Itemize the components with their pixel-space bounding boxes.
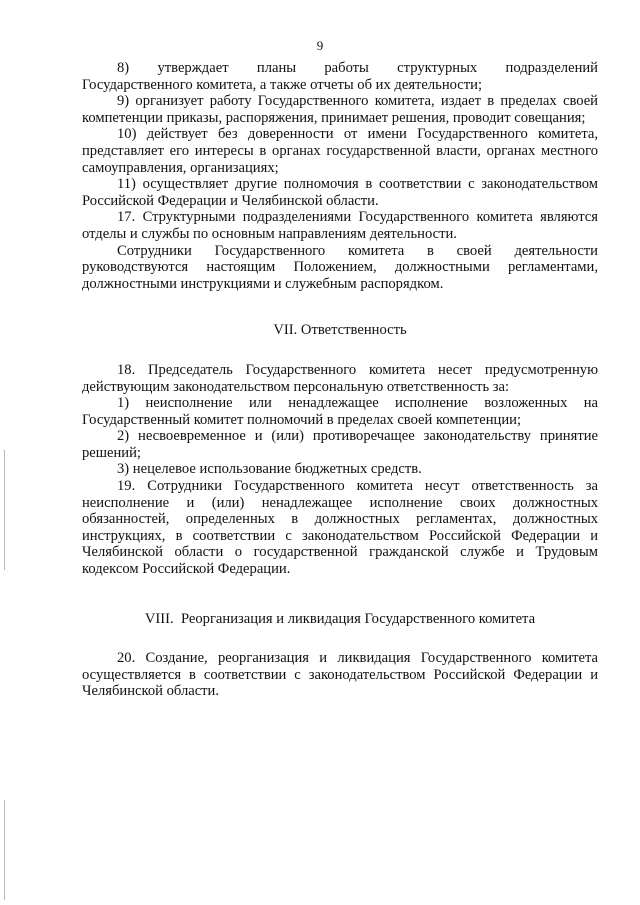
paragraph: 3) нецелевое использование бюджетных средств.: [117, 461, 422, 478]
page-number: 9: [316, 38, 324, 53]
section-heading-responsibility: VII. Ответственность: [273, 322, 407, 339]
paragraph: 10) действует без доверенности от имени Государственного комитета, представляет его интересы в органах государственной власти, органах местного самоуправления, организациях;: [82, 126, 598, 176]
paragraph: 17. Структурными подразделениями Государственного комитета являются отделы и службы по основным направлениям деятельности.: [82, 209, 598, 242]
paragraph: 20. Создание, реорганизация и ликвидация Государственного комитета осуществляется в соответствии с законодательством Российской Федерации и Челябинской области.: [82, 650, 598, 700]
scan-edge-mark: [4, 800, 5, 900]
document-body: [82, 60, 598, 700]
scan-edge-mark: [4, 450, 5, 570]
paragraph: 11) осуществляет другие полномочия в соответствии с законодательством Российской Федерации и Челябинской области.: [82, 176, 598, 209]
paragraph: 19. Сотрудники Государственного комитета несут ответственность за неисполнение и (или) ненадлежащее исполнение своих должностных обязанностей, определенных в должностных регламентах, должностных инструкциях, в соответствии с законодательством Российской Федерации и Челябинской области о государственной гражданской службе и Трудовым кодексом Российской Федерации.: [82, 478, 598, 578]
paragraph: Сотрудники Государственного комитета в своей деятельности руководствуются настоящим Положением, должностными регламентами, должностными инструкциями и служебным распорядком.: [82, 242, 598, 292]
paragraph: 1) неисполнение или ненадлежащее исполнение возложенных на Государственный комитет полномочий в пределах своей компетенции;: [82, 395, 598, 428]
section-heading-reorganization: VIII. Реорганизация и ликвидация Государственного комитета: [144, 610, 536, 627]
paragraph: 2) несвоевременное и (или) противоречащее законодательству принятие решений;: [82, 428, 598, 461]
paragraph: 9) организует работу Государственного комитета, издает в пределах своей компетенции приказы, распоряжения, принимает решения, проводит совещания;: [82, 93, 598, 126]
paragraph: 18. Председатель Государственного комитета несет предусмотренную действующим законодательством персональную ответственность за:: [82, 361, 598, 395]
paragraph: 8) утверждает планы работы структурных подразделений Государственного комитета, а также отчеты об их деятельности;: [82, 60, 598, 93]
